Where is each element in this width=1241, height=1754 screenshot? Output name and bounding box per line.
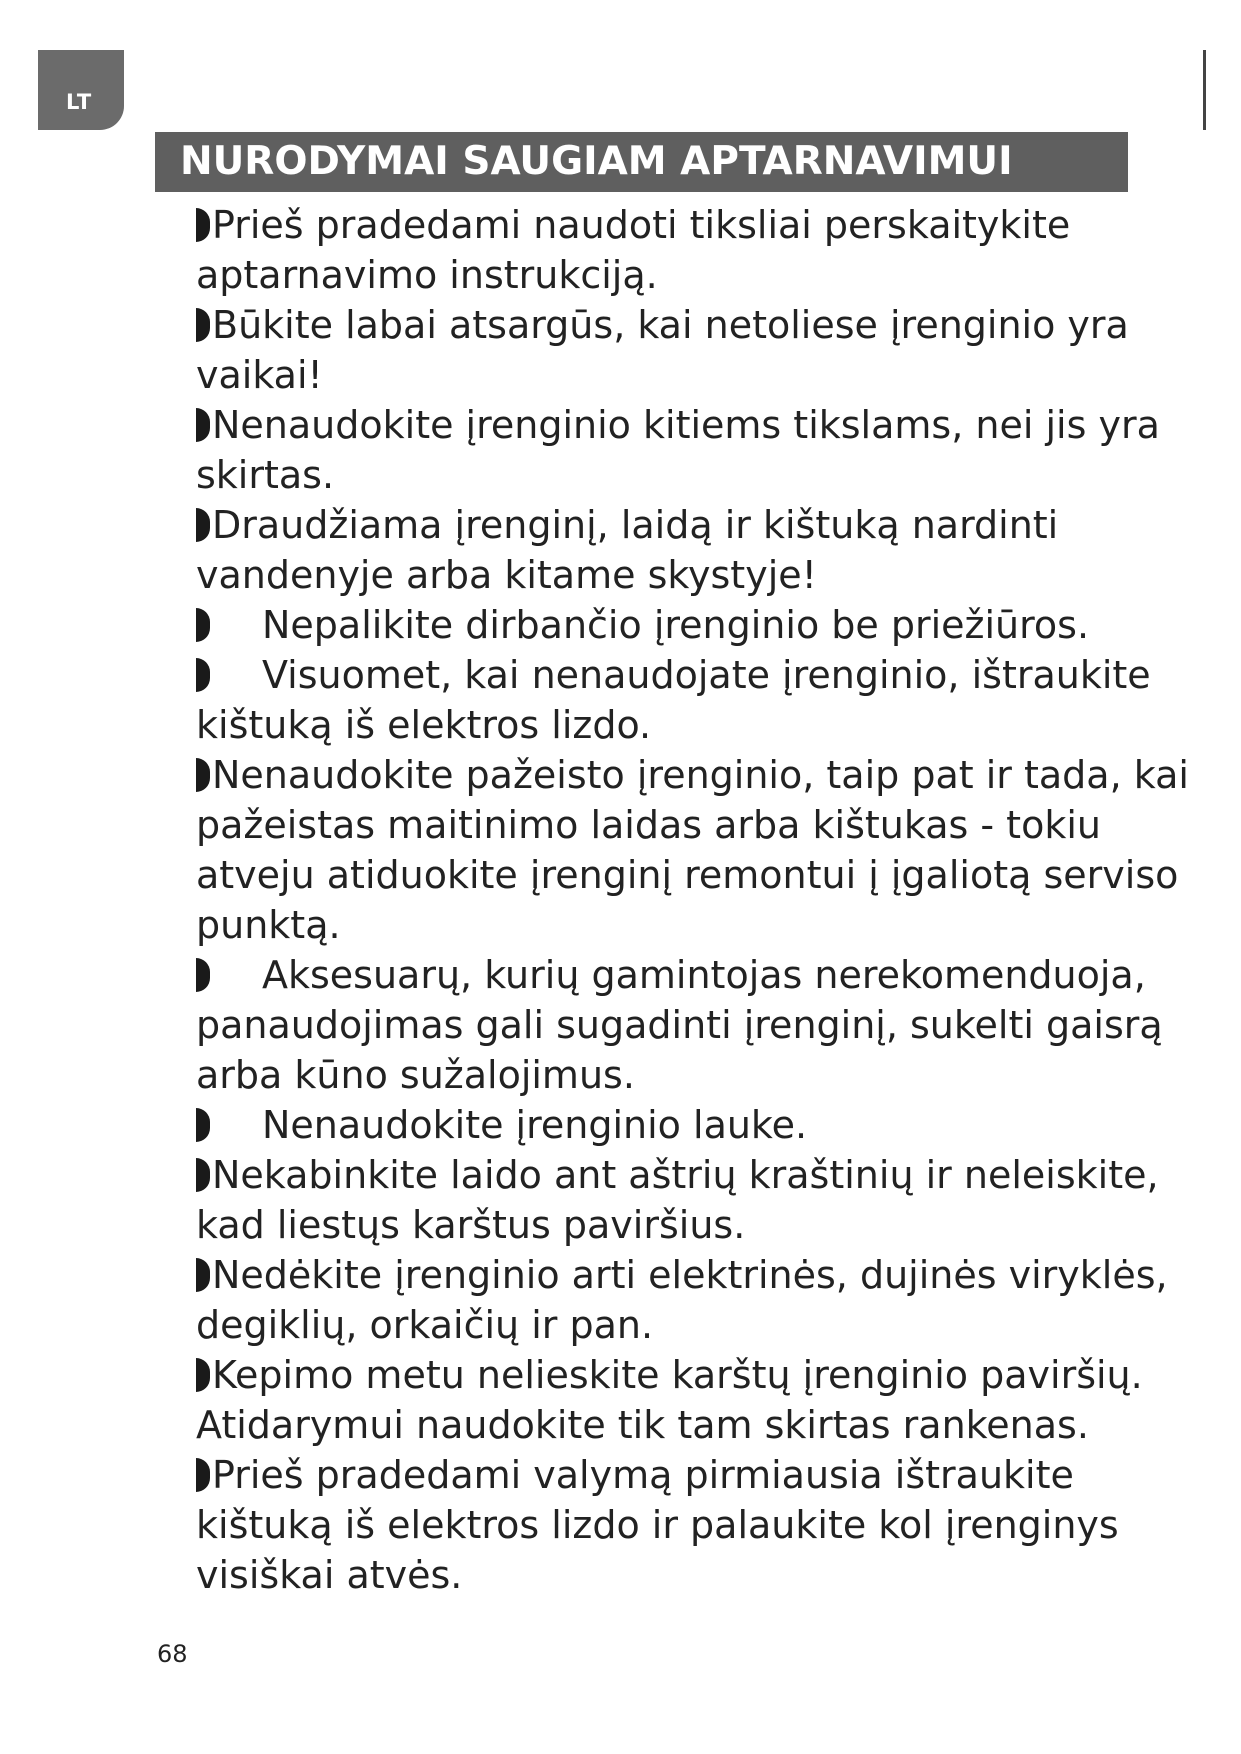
list-item-text: Nenaudokite įrenginio lauke. <box>262 1103 808 1147</box>
bullet-icon <box>196 1158 210 1192</box>
bullet-icon <box>196 1108 210 1142</box>
list-item-text: Nenaudokite pažeisto įrenginio, taip pat ir tada, kai pažeistas maitinimo laidas arba kištukas - tokiu atveju atiduokite įrenginį remontui į įgaliotą serviso punktą. <box>196 753 1189 947</box>
list-item <box>196 1350 1216 1450</box>
list-item-text: Būkite labai atsargūs, kai netoliese įrenginio yra vaikai! <box>196 303 1129 397</box>
bullet-icon <box>196 508 210 542</box>
bullet-icon <box>196 608 210 642</box>
bullet-icon <box>196 658 210 692</box>
bullet-icon <box>196 308 210 342</box>
list-item-text: Nepalikite dirbančio įrenginio be priežiūros. <box>262 603 1090 647</box>
list-item <box>196 1250 1216 1350</box>
list-item-text: Draudžiama įrenginį, laidą ir kištuką nardinti vandenyje arba kitame skystyje! <box>196 503 1059 597</box>
list-item-text: Kepimo metu nelieskite karštų įrenginio paviršių. Atidarymui naudokite tik tam skirtas rankenas. <box>196 1353 1143 1447</box>
bullet-icon <box>196 958 210 992</box>
list-item <box>196 650 1216 750</box>
list-item-text: Prieš pradedami naudoti tiksliai perskaitykite aptarnavimo instrukciją. <box>196 203 1071 297</box>
page-number: 68 <box>157 1640 188 1668</box>
list-item-text: Nenaudokite įrenginio kitiems tikslams, nei jis yra skirtas. <box>196 403 1160 497</box>
list-item <box>196 1100 1216 1150</box>
list-item-text: Nekabinkite laido ant aštrių kraštinių ir neleiskite, kad liestųs karštus paviršius. <box>196 1153 1159 1247</box>
list-item <box>196 500 1216 600</box>
language-tab <box>38 50 124 130</box>
margin-rule <box>1203 50 1206 130</box>
safety-instructions-list <box>196 200 1216 1600</box>
list-item-text: Visuomet, kai nenaudojate įrenginio, ištraukite kištuką iš elektros lizdo. <box>196 653 1151 747</box>
bullet-icon <box>196 1258 210 1292</box>
bullet-icon <box>196 758 210 792</box>
list-item <box>196 950 1216 1100</box>
list-item-text: Prieš pradedami valymą pirmiausia ištraukite kištuką iš elektros lizdo ir palaukite kol įrenginys visiškai atvės. <box>196 1453 1119 1597</box>
section-title: NURODYMAI SAUGIAM APTARNAVIMUI <box>180 139 1013 184</box>
list-item <box>196 1150 1216 1250</box>
list-item <box>196 200 1216 300</box>
bullet-icon <box>196 1358 210 1392</box>
list-item <box>196 750 1216 950</box>
section-title-bar <box>155 132 1128 192</box>
list-item-text: Nedėkite įrenginio arti elektrinės, dujinės viryklės, degiklių, orkaičių ir pan. <box>196 1253 1168 1347</box>
list-item <box>196 400 1216 500</box>
list-item <box>196 600 1216 650</box>
language-code: LT <box>66 90 93 114</box>
list-item <box>196 300 1216 400</box>
bullet-icon <box>196 1458 210 1492</box>
list-item-text: Aksesuarų, kurių gamintojas nerekomenduoja, panaudojimas gali sugadinti įrenginį, sukelti gaisrą arba kūno sužalojimus. <box>196 953 1163 1097</box>
list-item <box>196 1450 1216 1600</box>
bullet-icon <box>196 208 210 242</box>
bullet-icon <box>196 408 210 442</box>
